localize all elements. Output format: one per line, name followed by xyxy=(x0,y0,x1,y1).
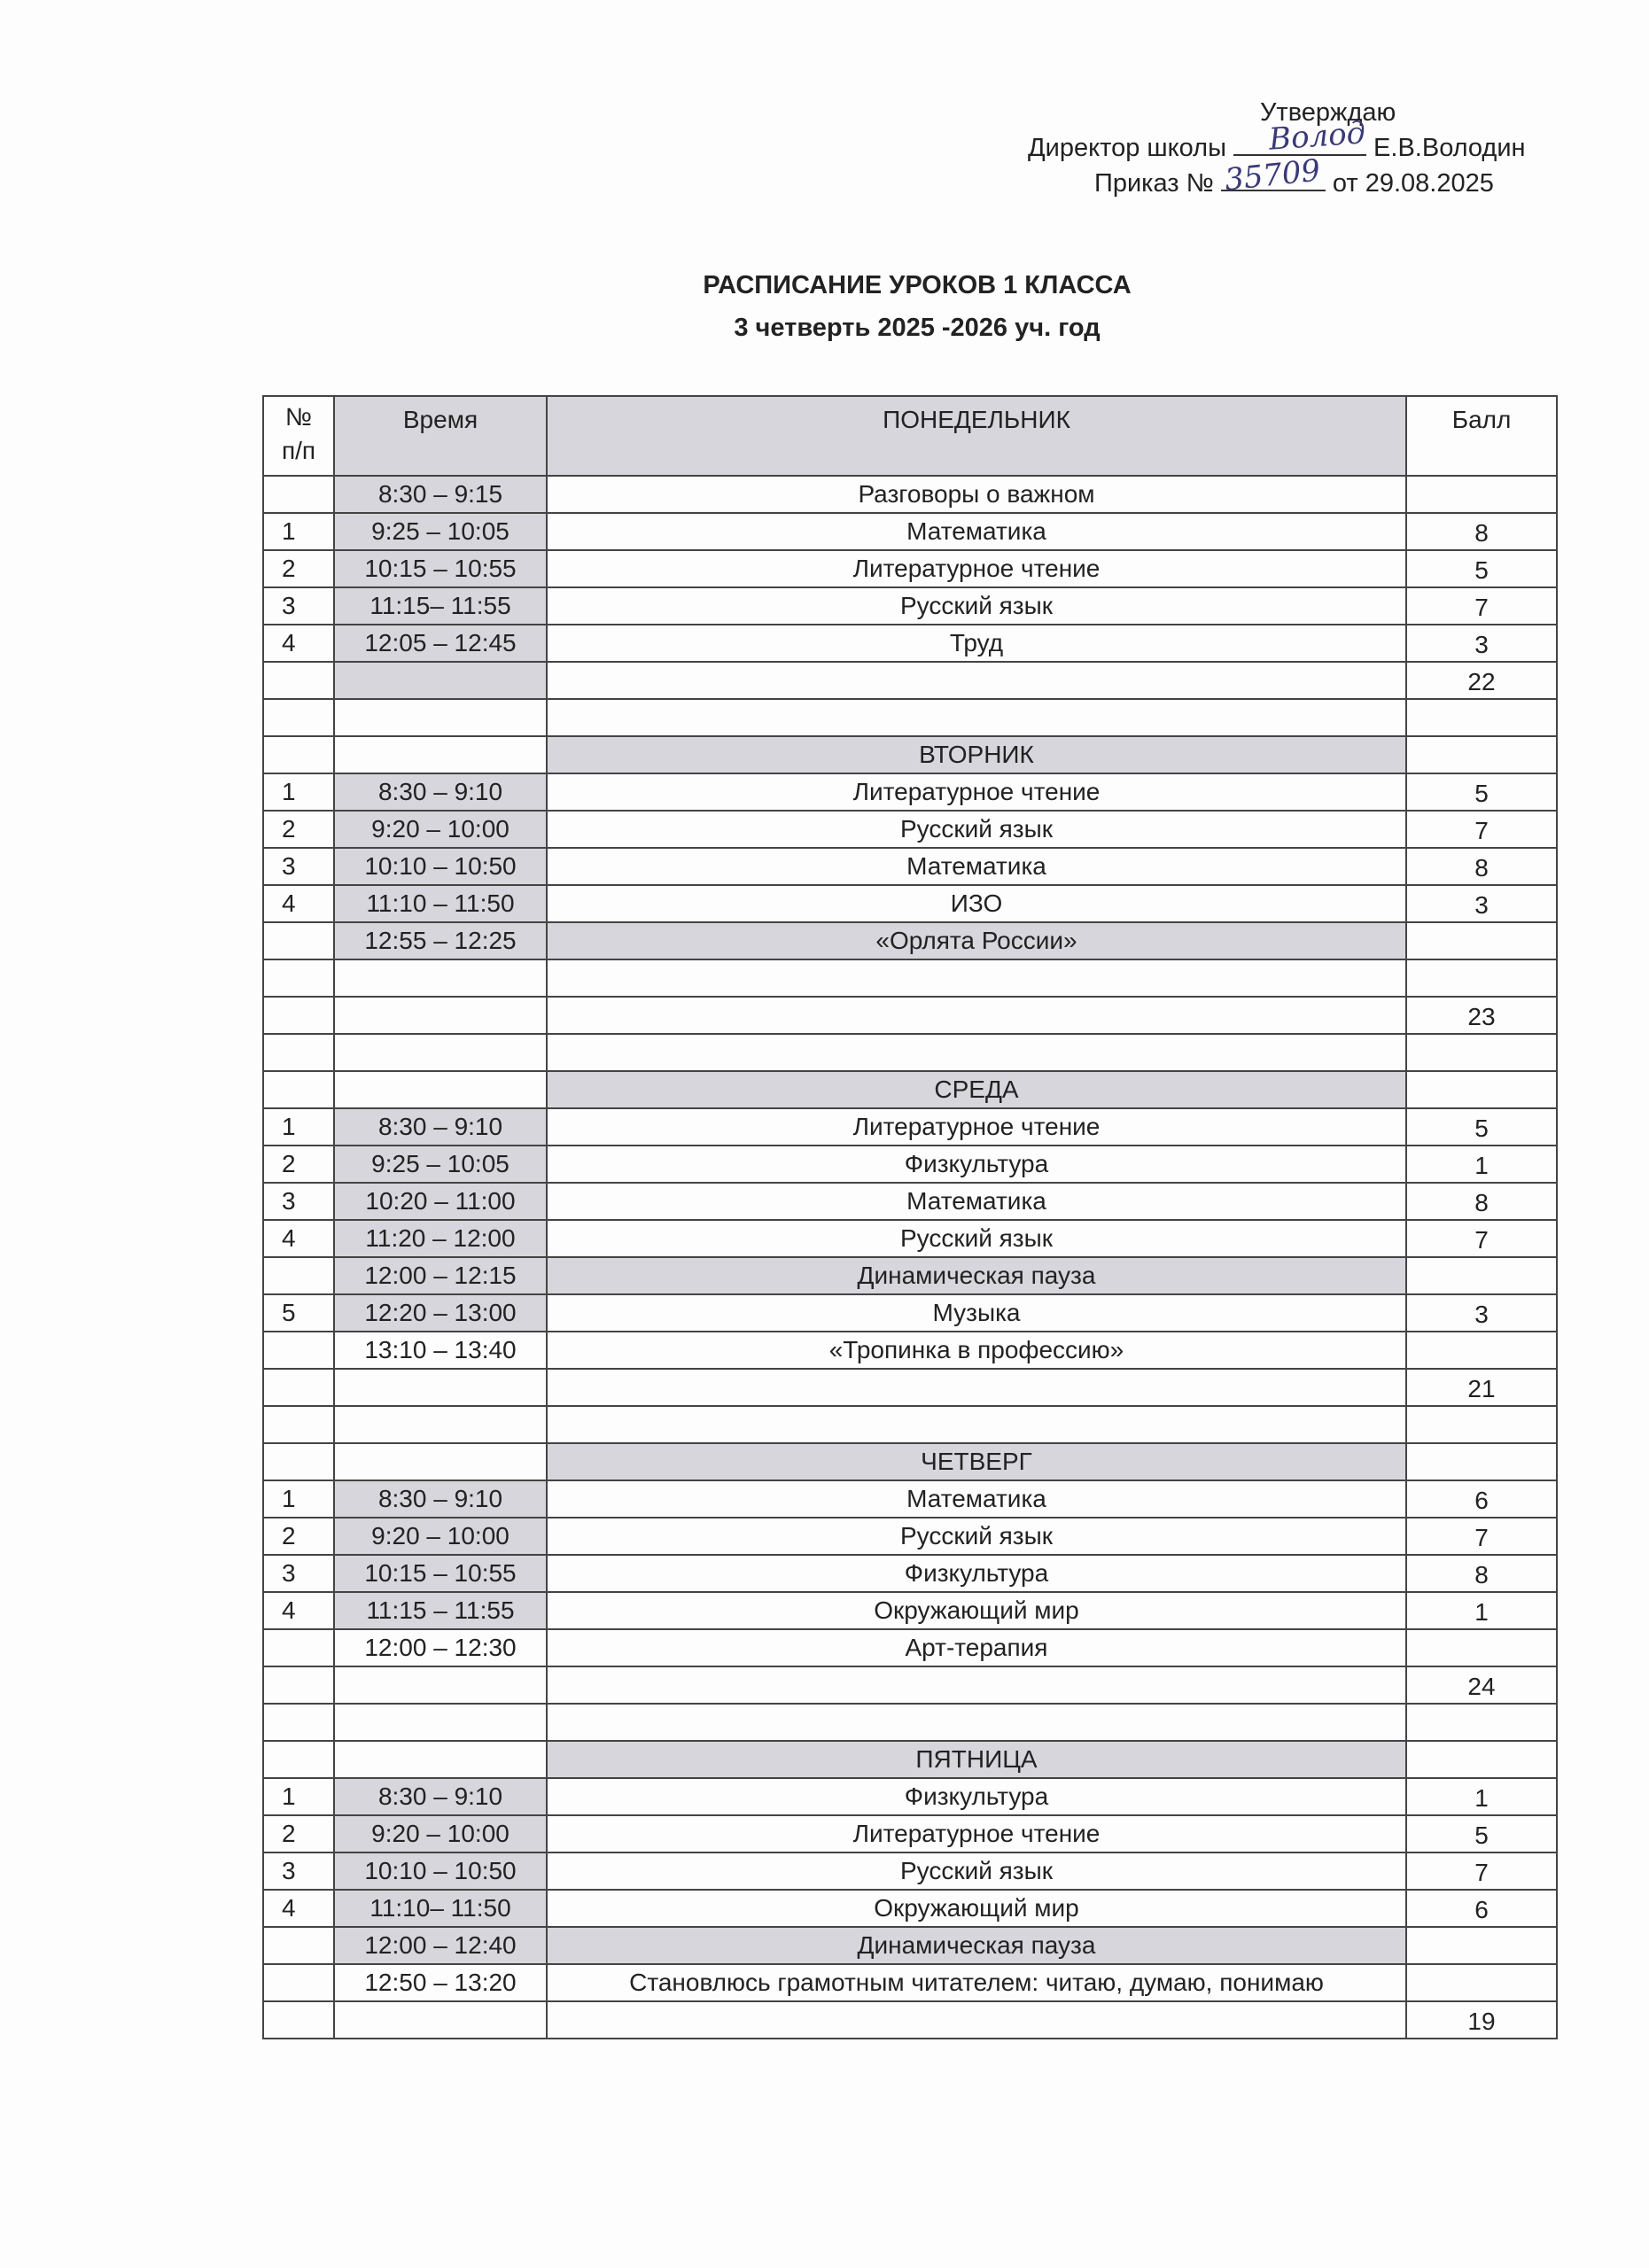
row-time xyxy=(334,1071,547,1108)
table-row xyxy=(263,1964,1557,2001)
row-score: 3 xyxy=(1406,625,1557,662)
row-num: 2 xyxy=(263,550,334,587)
row-subject: Русский язык xyxy=(547,1220,1406,1257)
row-time: 11:15– 11:55 xyxy=(334,587,547,625)
row-num: 4 xyxy=(263,1592,334,1629)
table-row xyxy=(263,1108,1557,1146)
row-score: 22 xyxy=(1406,662,1557,699)
row-subject: Русский язык xyxy=(547,1852,1406,1890)
row-score: 5 xyxy=(1406,773,1557,811)
row-num xyxy=(263,1666,334,1704)
row-score: 3 xyxy=(1406,1294,1557,1332)
row-time: 11:20 – 12:00 xyxy=(334,1220,547,1257)
row-score xyxy=(1406,476,1557,513)
row-subject: «Орлята России» xyxy=(547,922,1406,959)
row-num xyxy=(263,1704,334,1741)
row-time xyxy=(334,1704,547,1741)
row-score: 24 xyxy=(1406,1666,1557,1704)
row-num xyxy=(263,1369,334,1406)
row-num: 2 xyxy=(263,1146,334,1183)
table-row xyxy=(263,885,1557,922)
row-score: 1 xyxy=(1406,1778,1557,1815)
day-heading: СРЕДА xyxy=(547,1071,1406,1108)
row-num xyxy=(263,1034,334,1071)
row-time: 13:10 – 13:40 xyxy=(334,1332,547,1369)
row-subject: Литературное чтение xyxy=(547,550,1406,587)
row-score xyxy=(1406,699,1557,736)
row-num xyxy=(263,1741,334,1778)
order-date: от 29.08.2025 xyxy=(1332,169,1494,198)
header-day: ПОНЕДЕЛЬНИК xyxy=(547,396,1406,476)
row-time: 12:00 – 12:30 xyxy=(334,1629,547,1666)
row-num: 4 xyxy=(263,1890,334,1927)
row-time xyxy=(334,1034,547,1071)
row-score: 23 xyxy=(1406,997,1557,1034)
row-time xyxy=(334,1741,547,1778)
table-row xyxy=(263,513,1557,550)
table-row xyxy=(263,1332,1557,1369)
row-subject: Физкультура xyxy=(547,1146,1406,1183)
table-row xyxy=(263,1294,1557,1332)
row-subject: Математика xyxy=(547,1480,1406,1518)
row-score: 1 xyxy=(1406,1146,1557,1183)
row-num xyxy=(263,662,334,699)
schedule-table xyxy=(262,395,1558,2039)
row-subject: Литературное чтение xyxy=(547,773,1406,811)
row-subject: Русский язык xyxy=(547,811,1406,848)
row-time: 9:25 – 10:05 xyxy=(334,513,547,550)
row-num: 3 xyxy=(263,1183,334,1220)
row-num: 1 xyxy=(263,513,334,550)
table-row xyxy=(263,1629,1557,1666)
header-num: № п/п xyxy=(263,396,334,476)
row-subject xyxy=(547,2001,1406,2039)
row-num: 1 xyxy=(263,1480,334,1518)
row-num xyxy=(263,959,334,997)
row-score: 7 xyxy=(1406,1518,1557,1555)
row-num xyxy=(263,1443,334,1480)
row-num xyxy=(263,736,334,773)
table-row xyxy=(263,1592,1557,1629)
table-header-row xyxy=(263,396,1557,476)
row-subject xyxy=(547,699,1406,736)
row-score: 8 xyxy=(1406,513,1557,550)
row-score xyxy=(1406,1332,1557,1369)
row-num xyxy=(263,997,334,1034)
table-row xyxy=(263,1890,1557,1927)
table-row xyxy=(263,1480,1557,1518)
row-score xyxy=(1406,1629,1557,1666)
row-time: 10:10 – 10:50 xyxy=(334,848,547,885)
row-subject: Арт-терапия xyxy=(547,1629,1406,1666)
row-num: 3 xyxy=(263,848,334,885)
row-num xyxy=(263,699,334,736)
row-num: 1 xyxy=(263,1778,334,1815)
schedule-table-body xyxy=(263,396,1557,2039)
row-time: 11:10– 11:50 xyxy=(334,1890,547,1927)
table-row xyxy=(263,1071,1557,1108)
header-time: Время xyxy=(334,396,547,476)
row-score: 7 xyxy=(1406,1220,1557,1257)
row-score: 1 xyxy=(1406,1592,1557,1629)
day-heading: ЧЕТВЕРГ xyxy=(547,1443,1406,1480)
row-score xyxy=(1406,922,1557,959)
row-score xyxy=(1406,1406,1557,1443)
row-num: 5 xyxy=(263,1294,334,1332)
table-row xyxy=(263,848,1557,885)
row-score: 7 xyxy=(1406,587,1557,625)
row-time: 8:30 – 9:15 xyxy=(334,476,547,513)
row-score: 8 xyxy=(1406,1555,1557,1592)
table-row xyxy=(263,1257,1557,1294)
row-time: 8:30 – 9:10 xyxy=(334,1480,547,1518)
row-num xyxy=(263,1629,334,1666)
row-num: 3 xyxy=(263,1555,334,1592)
row-time: 12:00 – 12:15 xyxy=(334,1257,547,1294)
row-time: 9:20 – 10:00 xyxy=(334,1518,547,1555)
table-row xyxy=(263,997,1557,1034)
row-score xyxy=(1406,1071,1557,1108)
row-score: 7 xyxy=(1406,811,1557,848)
row-subject xyxy=(547,997,1406,1034)
row-num xyxy=(263,922,334,959)
row-time: 10:10 – 10:50 xyxy=(334,1852,547,1890)
order-number-handwritten: 35709 xyxy=(1223,152,1322,198)
row-num xyxy=(263,1332,334,1369)
row-score: 8 xyxy=(1406,1183,1557,1220)
table-row xyxy=(263,1034,1557,1071)
row-num: 4 xyxy=(263,885,334,922)
row-time xyxy=(334,1406,547,1443)
table-row xyxy=(263,699,1557,736)
table-row xyxy=(263,550,1557,587)
row-subject xyxy=(547,959,1406,997)
row-subject: «Тропинка в профессию» xyxy=(547,1332,1406,1369)
row-subject xyxy=(547,662,1406,699)
row-subject: Математика xyxy=(547,513,1406,550)
table-row xyxy=(263,736,1557,773)
row-score xyxy=(1406,959,1557,997)
table-row xyxy=(263,1146,1557,1183)
table-row xyxy=(263,1443,1557,1480)
row-subject: Русский язык xyxy=(547,1518,1406,1555)
row-subject: Физкультура xyxy=(547,1778,1406,1815)
director-name: Е.В.Володин xyxy=(1373,134,1526,162)
document-title: РАСПИСАНИЕ УРОКОВ 1 КЛАССА xyxy=(703,271,1132,299)
table-row xyxy=(263,476,1557,513)
row-time: 9:25 – 10:05 xyxy=(334,1146,547,1183)
row-time xyxy=(334,2001,547,2039)
document-subtitle: 3 четверть 2025 -2026 уч. год xyxy=(734,314,1101,342)
row-time: 11:15 – 11:55 xyxy=(334,1592,547,1629)
row-num xyxy=(263,1927,334,1964)
row-subject: Окружающий мир xyxy=(547,1592,1406,1629)
row-time xyxy=(334,699,547,736)
order-label: Приказ № xyxy=(1094,169,1214,198)
row-time xyxy=(334,1369,547,1406)
table-row xyxy=(263,1518,1557,1555)
row-subject: Литературное чтение xyxy=(547,1815,1406,1852)
row-score: 19 xyxy=(1406,2001,1557,2039)
row-num xyxy=(263,1257,334,1294)
row-subject xyxy=(547,1666,1406,1704)
row-time: 10:20 – 11:00 xyxy=(334,1183,547,1220)
row-subject: Литературное чтение xyxy=(547,1108,1406,1146)
table-row xyxy=(263,1815,1557,1852)
table-row xyxy=(263,1369,1557,1406)
row-score: 6 xyxy=(1406,1890,1557,1927)
row-subject: Становлюсь грамотным читателем: читаю, думаю, понимаю xyxy=(547,1964,1406,2001)
row-num: 3 xyxy=(263,587,334,625)
table-row xyxy=(263,1666,1557,1704)
row-time: 10:15 – 10:55 xyxy=(334,550,547,587)
row-num: 1 xyxy=(263,1108,334,1146)
row-score xyxy=(1406,1443,1557,1480)
row-time xyxy=(334,959,547,997)
row-num: 3 xyxy=(263,1852,334,1890)
row-time: 12:50 – 13:20 xyxy=(334,1964,547,2001)
table-row xyxy=(263,1406,1557,1443)
row-num: 4 xyxy=(263,625,334,662)
row-num xyxy=(263,1406,334,1443)
row-subject: Труд xyxy=(547,625,1406,662)
row-num xyxy=(263,1071,334,1108)
row-subject: Динамическая пауза xyxy=(547,1257,1406,1294)
table-row xyxy=(263,922,1557,959)
row-num: 2 xyxy=(263,811,334,848)
director-label: Директор школы xyxy=(1028,134,1226,162)
table-row xyxy=(263,773,1557,811)
table-row xyxy=(263,1741,1557,1778)
row-time: 12:20 – 13:00 xyxy=(334,1294,547,1332)
table-row xyxy=(263,1927,1557,1964)
table-row xyxy=(263,587,1557,625)
day-heading: ВТОРНИК xyxy=(547,736,1406,773)
row-num: 2 xyxy=(263,1815,334,1852)
row-time: 12:00 – 12:40 xyxy=(334,1927,547,1964)
table-row xyxy=(263,625,1557,662)
row-subject: Разговоры о важном xyxy=(547,476,1406,513)
director-signature: Волод xyxy=(1267,115,1367,158)
row-time: 9:20 – 10:00 xyxy=(334,1815,547,1852)
row-score xyxy=(1406,1964,1557,2001)
table-row xyxy=(263,811,1557,848)
table-row xyxy=(263,1220,1557,1257)
row-score: 5 xyxy=(1406,1108,1557,1146)
row-subject: Музыка xyxy=(547,1294,1406,1332)
table-row xyxy=(263,2001,1557,2039)
row-subject: Динамическая пауза xyxy=(547,1927,1406,1964)
table-row xyxy=(263,1555,1557,1592)
row-score: 3 xyxy=(1406,885,1557,922)
row-time xyxy=(334,736,547,773)
row-score xyxy=(1406,1927,1557,1964)
row-subject: ИЗО xyxy=(547,885,1406,922)
row-time xyxy=(334,997,547,1034)
row-time: 12:55 – 12:25 xyxy=(334,922,547,959)
row-time: 11:10 – 11:50 xyxy=(334,885,547,922)
row-num xyxy=(263,1964,334,2001)
row-score: 21 xyxy=(1406,1369,1557,1406)
row-time xyxy=(334,1666,547,1704)
approve-label: Утверждаю xyxy=(1260,98,1396,127)
row-score: 7 xyxy=(1406,1852,1557,1890)
row-time: 8:30 – 9:10 xyxy=(334,1108,547,1146)
row-time: 8:30 – 9:10 xyxy=(334,1778,547,1815)
table-row xyxy=(263,1778,1557,1815)
row-subject: Математика xyxy=(547,848,1406,885)
row-subject: Физкультура xyxy=(547,1555,1406,1592)
row-time: 10:15 – 10:55 xyxy=(334,1555,547,1592)
row-subject xyxy=(547,1704,1406,1741)
table-row xyxy=(263,662,1557,699)
row-score: 5 xyxy=(1406,1815,1557,1852)
row-time xyxy=(334,662,547,699)
table-row xyxy=(263,1183,1557,1220)
row-subject: Математика xyxy=(547,1183,1406,1220)
row-score xyxy=(1406,1034,1557,1071)
row-score xyxy=(1406,1704,1557,1741)
row-time: 12:05 – 12:45 xyxy=(334,625,547,662)
row-time: 8:30 – 9:10 xyxy=(334,773,547,811)
row-num: 1 xyxy=(263,773,334,811)
table-row xyxy=(263,1852,1557,1890)
day-heading: ПЯТНИЦА xyxy=(547,1741,1406,1778)
row-num: 2 xyxy=(263,1518,334,1555)
row-subject xyxy=(547,1369,1406,1406)
row-time: 9:20 – 10:00 xyxy=(334,811,547,848)
row-subject xyxy=(547,1034,1406,1071)
row-score xyxy=(1406,1741,1557,1778)
row-subject: Окружающий мир xyxy=(547,1890,1406,1927)
table-row xyxy=(263,1704,1557,1741)
row-time xyxy=(334,1443,547,1480)
row-subject: Русский язык xyxy=(547,587,1406,625)
row-score xyxy=(1406,736,1557,773)
row-score xyxy=(1406,1257,1557,1294)
row-score: 8 xyxy=(1406,848,1557,885)
row-subject xyxy=(547,1406,1406,1443)
row-score: 5 xyxy=(1406,550,1557,587)
row-num xyxy=(263,476,334,513)
header-score: Балл xyxy=(1406,396,1557,476)
row-score: 6 xyxy=(1406,1480,1557,1518)
row-num xyxy=(263,2001,334,2039)
row-num: 4 xyxy=(263,1220,334,1257)
table-row xyxy=(263,959,1557,997)
